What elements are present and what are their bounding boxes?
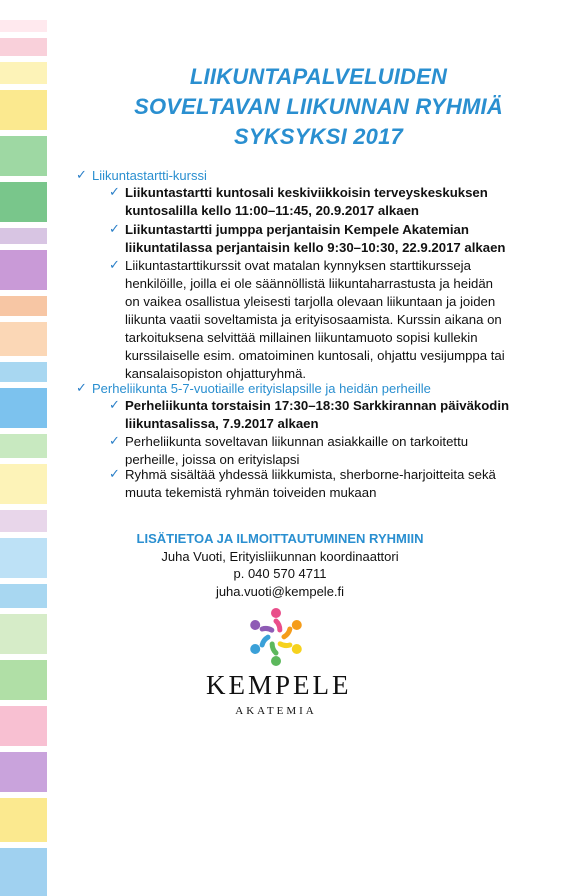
check-icon: ✓ — [76, 380, 87, 395]
logo-person-body — [262, 628, 272, 630]
check-icon: ✓ — [109, 184, 120, 199]
stripe-block — [0, 798, 47, 842]
logo-person-body — [280, 644, 290, 646]
stripe-block — [0, 362, 47, 382]
stripe-block — [0, 250, 47, 290]
title-line-1: LIIKUNTAPALVELUIDEN — [189, 64, 448, 89]
stripe-block — [0, 136, 47, 176]
check-icon: ✓ — [109, 257, 120, 272]
stripe-block — [0, 614, 47, 654]
stripe-block — [0, 434, 47, 458]
logo-person-body — [276, 621, 280, 630]
section1-heading: Liikuntastartti-kurssi — [92, 168, 207, 183]
stripe-block — [0, 660, 47, 700]
contact-name: Juha Vuoti, Erityisliikunnan koordinaattori — [161, 548, 399, 564]
stripe-block — [0, 38, 47, 56]
logo-subtitle: AKATEMIA — [235, 705, 317, 717]
stripe-block — [0, 20, 47, 32]
logo-person-body — [262, 637, 268, 645]
stripe-block — [0, 90, 47, 130]
logo-person-head — [271, 656, 281, 666]
section1-item-3: Liikuntastarttikurssit ovat matalan kynnyksen starttikursseja henkilöille, joilla ei ole säännöllistä liikuntaharrastusta ja heidän on vaikea osallistua yleisesti tarjolla olevaan liikuntaan ja joiden liikunta vaatii soveltamista ja erityisosaamista. Kurssin aikana on tarkoituksena selvittää millainen liikuntamuoto sopisi kullekin kurssilaiselle esim. omatoiminen kuntosali, ohjattu vesijumppa tai kansalaisopiston ohjatturyhmä. — [125, 258, 505, 381]
stripe-block — [0, 706, 47, 746]
decorative-color-stripe — [0, 0, 47, 740]
kempele-akatemia-logo — [206, 605, 352, 735]
logo-person-head — [250, 620, 260, 630]
logo-person-body — [284, 629, 290, 637]
logo-person-head — [292, 644, 302, 654]
stripe-block — [0, 182, 47, 222]
logo-people-circle-icon — [206, 605, 346, 667]
section1-item-1: Liikuntastartti kuntosali keskiviikkoisin terveyskeskuksen kuntosalilla kello 11:00–11:45, 20.9.2017 alkaen — [125, 185, 488, 218]
stripe-block — [0, 464, 47, 504]
contact-phone: p. 040 570 4711 — [233, 566, 327, 581]
section1-item-2: Liikuntastartti jumppa perjantaisin Kempele Akatemian liikuntatilassa perjantaisin kello 9:30–10:30, 22.9.2017 alkaen — [125, 222, 506, 255]
section2-item-1: Perheliikunta torstaisin 17:30–18:30 Sarkkirannan päiväkodin liikuntasalissa, 7.9.2017 alkaen — [125, 398, 510, 431]
section2-item-2: Perheliikunta soveltavan liikunnan asiakkaille on tarkoitettu perheille, joissa on erityislapsi — [125, 434, 469, 467]
stripe-block — [0, 228, 47, 244]
stripe-block — [0, 322, 47, 356]
stripe-block — [0, 538, 47, 578]
stripe-block — [0, 388, 47, 428]
check-icon: ✓ — [109, 221, 120, 236]
stripe-block — [0, 296, 47, 316]
title-line-3: SYKSYKSI 2017 — [234, 124, 403, 149]
section2-item-3: Ryhmä sisältää yhdessä liikkumista, sherborne-harjoitteita sekä muuta tekemistä ryhmän toiveiden mukaan — [125, 467, 496, 500]
check-icon: ✓ — [109, 397, 120, 412]
stripe-block — [0, 584, 47, 608]
section2-heading: Perheliikunta 5-7-vuotiaille erityislapsille ja heidän perheille — [92, 381, 431, 396]
logo-name: KEMPELE — [206, 670, 352, 700]
check-icon: ✓ — [109, 433, 120, 448]
title-line-2: SOVELTAVAN LIIKUNNAN RYHMIÄ — [134, 94, 503, 119]
page-title — [60, 62, 577, 152]
check-icon: ✓ — [76, 167, 87, 182]
stripe-block — [0, 848, 47, 896]
contact-block — [130, 530, 430, 600]
logo-person-body — [272, 644, 276, 653]
stripe-block — [0, 752, 47, 792]
logo-person-head — [271, 608, 281, 618]
logo-person-head — [250, 644, 260, 654]
logo-person-head — [292, 620, 302, 630]
stripe-block — [0, 510, 47, 532]
check-icon: ✓ — [109, 466, 120, 481]
contact-email[interactable]: juha.vuoti@kempele.fi — [215, 583, 345, 599]
contact-heading: LISÄTIETOA JA ILMOITTAUTUMINEN RYHMIIN — [136, 531, 424, 546]
stripe-block — [0, 62, 47, 84]
